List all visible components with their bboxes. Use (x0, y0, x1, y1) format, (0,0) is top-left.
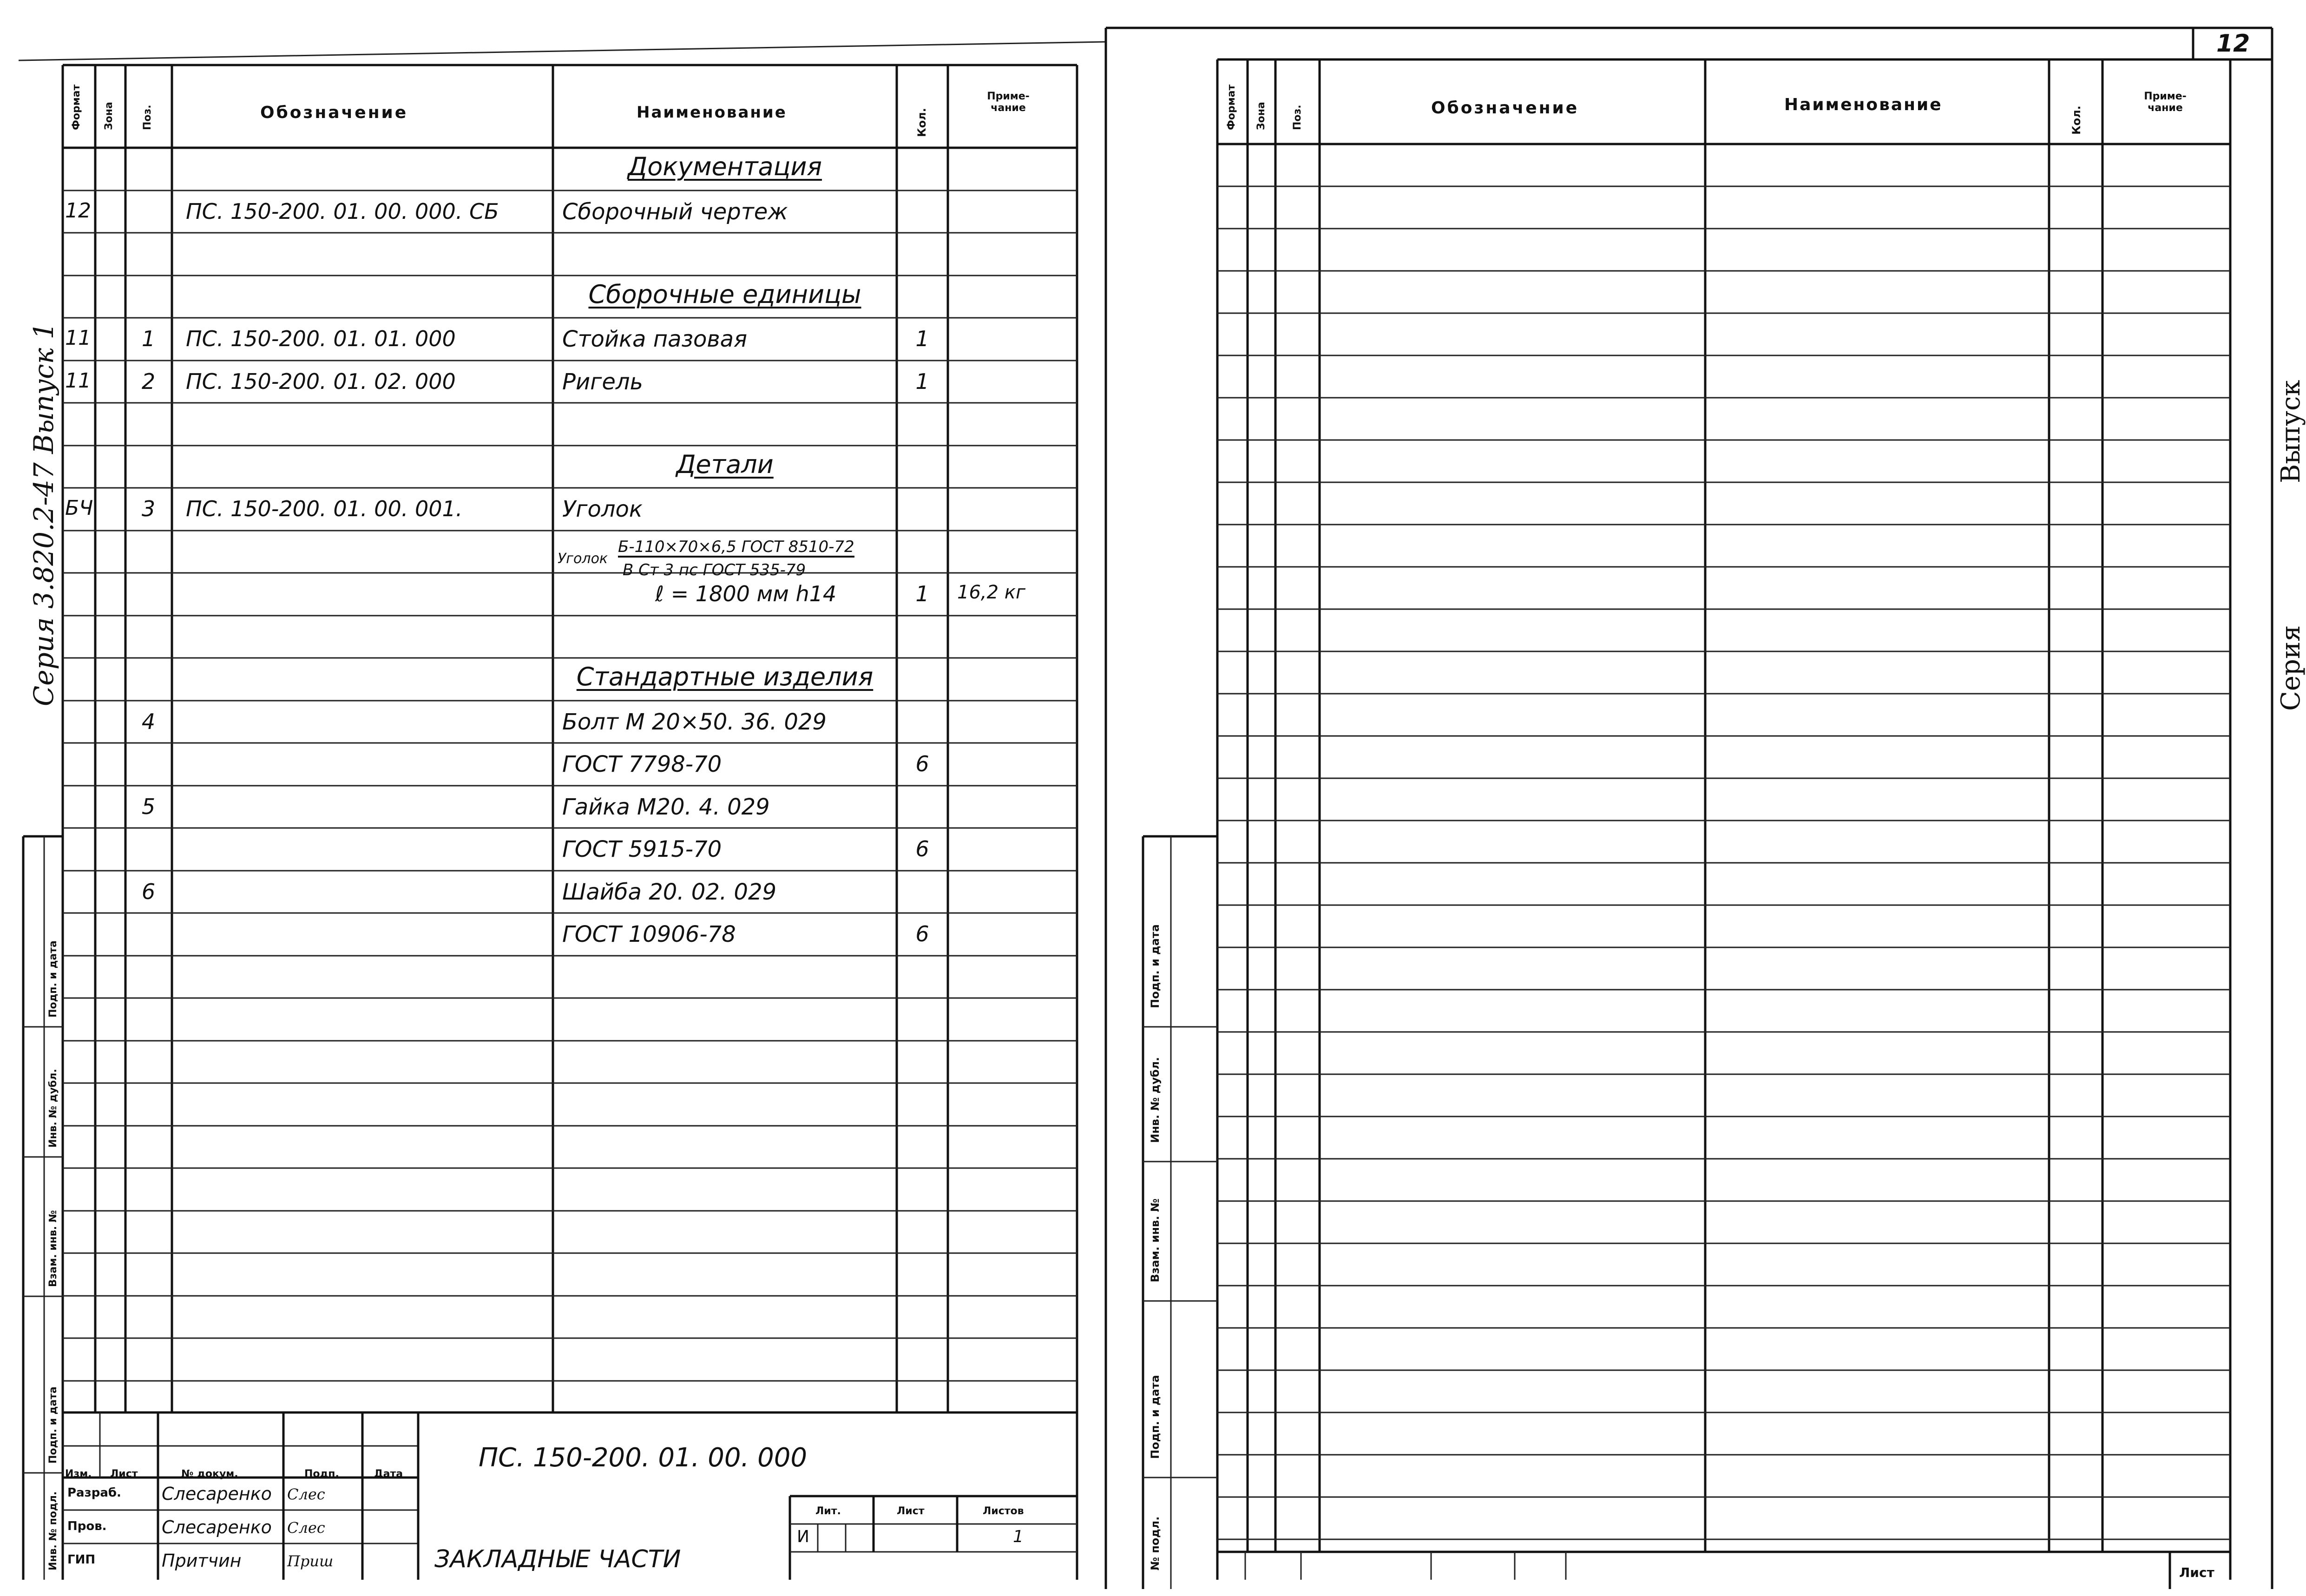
right-margin-stamp-label: Взам. инв. № (1149, 1198, 1162, 1282)
left-spec-sheet (0, 0, 1115, 1596)
row-qty: 6 (915, 921, 929, 946)
left-margin-stamp-label: Взам. инв. № (47, 1210, 59, 1287)
ugolok-prefix: Уголок (558, 551, 608, 567)
row-pos: 5 (141, 794, 156, 819)
tb-signature: Приш (287, 1552, 334, 1570)
row-name: ГОСТ 7798-70 (562, 751, 722, 777)
page-number: 12 (2216, 30, 2250, 58)
tb-person: Притчин (162, 1550, 242, 1571)
left-margin-stamp-label: Подп. и дата (47, 1386, 59, 1464)
row-pos: 6 (141, 879, 156, 904)
r-header-designation: Обозначение (1431, 99, 1579, 118)
right-sheet-grid (1106, 0, 2280, 1596)
row-qty: 6 (915, 751, 929, 776)
left-margin-stamp-label: Подп. и дата (47, 940, 59, 1018)
tb-person: Слесаренко (162, 1484, 272, 1504)
tb-lit-value: И (797, 1527, 809, 1546)
bottom-sheet-label: Лист (2179, 1565, 2214, 1580)
row-name: Документация (628, 152, 822, 181)
row-designation: ПС. 150-200. 01. 00. 000. СБ (186, 198, 499, 224)
row-qty: 1 (915, 581, 929, 606)
row-designation: ПС. 150-200. 01. 02. 000 (186, 368, 456, 394)
row-name: ГОСТ 10906-78 (562, 921, 736, 947)
tb-doc-label: № докум. (181, 1468, 238, 1480)
header-name: Наименование (637, 103, 787, 122)
row-name: Стойка пазовая (562, 326, 747, 352)
row-name: ГОСТ 5915-70 (562, 836, 722, 862)
tb-role: Пров. (67, 1519, 107, 1533)
tb-sheets-value: 1 (1013, 1527, 1024, 1546)
row-name: Стандартные изделия (576, 662, 874, 691)
header-note: Приме-чание (987, 91, 1030, 114)
tb-sheet-label: Лист (897, 1505, 925, 1517)
ugolok-denominator: В Ст 3 пс ГОСТ 535-79 (623, 561, 806, 579)
right-side-label-series: Серия (2276, 625, 2306, 711)
r-header-name: Наименование (1784, 95, 1943, 114)
right-spec-sheet (1106, 0, 2306, 1596)
header-pos: Поз. (142, 105, 153, 130)
r-header-note: Приме-чание (2144, 91, 2187, 114)
right-side-label-issue: Выпуск (2276, 380, 2306, 483)
r-header-zone: Зона (1255, 102, 1267, 130)
row-pos: 1 (141, 326, 156, 351)
row-format: БЧ (65, 496, 93, 520)
right-margin-stamp-label: Подп. и дата (1149, 1375, 1162, 1459)
header-format: Формат (71, 84, 82, 130)
header-qty: Кол. (915, 108, 928, 137)
header-zone: Зона (103, 102, 115, 130)
ugolok-numerator: Б-110×70×6,5 ГОСТ 8510-72 (618, 539, 854, 558)
r-header-format: Формат (1226, 84, 1237, 130)
tb-signature: Слес (287, 1519, 325, 1537)
tb-sheets-label: Листов (983, 1505, 1024, 1517)
row-pos: 4 (141, 709, 156, 734)
tb-role: ГИП (67, 1553, 96, 1567)
r-header-pos: Поз. (1292, 105, 1303, 130)
r-header-qty: Кол. (2070, 105, 2083, 135)
right-margin-stamp-label: № подл. (1149, 1516, 1162, 1570)
row-pos: 3 (141, 496, 156, 521)
row-name: Гайка М20. 4. 029 (562, 794, 770, 820)
tb-person: Слесаренко (162, 1517, 272, 1537)
row-designation: ПС. 150-200. 01. 00. 001. (186, 496, 463, 521)
row-name: Сборочные единицы (588, 279, 861, 309)
tb-signature: Слес (287, 1485, 325, 1503)
tb-lit-label: Лит. (815, 1505, 841, 1517)
row-name: Ригель (562, 368, 643, 395)
tb-date-label: Дата (374, 1468, 403, 1480)
tb-role: Разраб. (67, 1486, 121, 1500)
doc-title: ЗАКЛАДНЫЕ ЧАСТИ (434, 1545, 681, 1573)
row-format: 12 (65, 198, 91, 223)
row-name: Уголок (562, 496, 643, 522)
row-note: 16,2 кг (957, 582, 1025, 603)
tb-izm-label: Изм. (65, 1468, 92, 1480)
row-name: ℓ = 1800 мм h14 (655, 581, 837, 606)
row-format: 11 (65, 326, 91, 350)
row-qty: 1 (915, 326, 929, 351)
right-margin-stamp-label: Подп. и дата (1149, 924, 1162, 1008)
doc-code: ПС. 150-200. 01. 00. 000 (479, 1443, 807, 1473)
row-designation: ПС. 150-200. 01. 01. 000 (186, 326, 456, 351)
tb-sign-label: Подп. (304, 1468, 339, 1480)
row-format: 11 (65, 368, 91, 393)
row-qty: 6 (915, 836, 929, 861)
row-pos: 2 (141, 368, 156, 394)
row-name: Шайба 20. 02. 029 (562, 879, 777, 905)
tb-list-label: Лист (110, 1468, 138, 1480)
row-name: Сборочный чертеж (562, 198, 788, 225)
left-side-label: Серия 3.820.2-47 Выпуск 1 (28, 322, 59, 706)
left-margin-stamp-label: Инв. № дубл. (47, 1069, 59, 1148)
row-qty: 1 (915, 368, 929, 394)
row-name: Болт М 20×50. 36. 029 (562, 709, 827, 735)
row-name: Детали (676, 449, 774, 479)
right-margin-stamp-label: Инв. № дубл. (1149, 1057, 1162, 1143)
left-margin-stamp-label: Инв. № подл. (47, 1491, 59, 1570)
header-designation: Обозначение (260, 103, 408, 122)
